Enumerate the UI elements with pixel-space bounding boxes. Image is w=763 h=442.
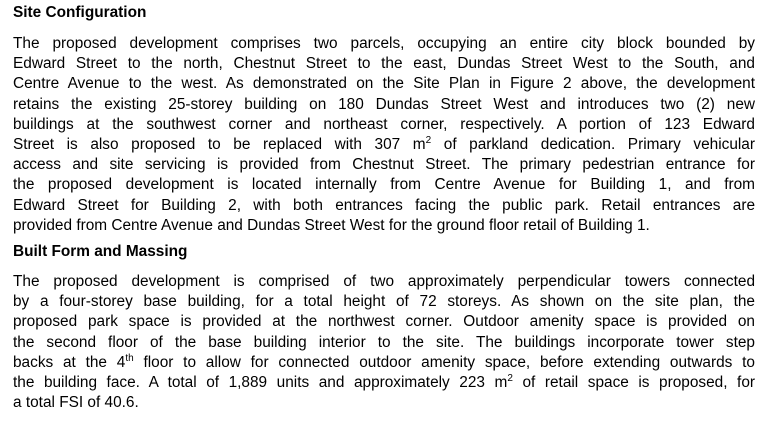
line-text: of parkland dedication. Primary vehicular: [431, 136, 755, 154]
paragraph-line: [13, 373, 755, 393]
superscript: 2: [425, 134, 432, 146]
line-text: the building face. A total of 1,889 units and approximately 223 m: [13, 374, 508, 392]
paragraph-line: Centre Avenue to the west. As demonstrated on the Site Plan in Figure 2 above, the development: [13, 75, 755, 93]
paragraph-line: by a four-storey base building, for a total height of 72 storeys. As shown on the site plan, the: [13, 293, 755, 311]
paragraph-line: [13, 135, 755, 155]
superscript: th: [125, 352, 134, 364]
line-text: backs at the 4: [13, 353, 126, 371]
paragraph-line: Edward Street to the north, Chestnut Street to the east, Dundas Street West to the South, and: [13, 55, 755, 73]
paragraph-line: the proposed development is located internally from Centre Avenue for Building 1, and from: [13, 176, 755, 194]
paragraph-built-form: [13, 272, 755, 413]
paragraph-line: provided from Centre Avenue and Dundas Street West for the ground floor retail of Building 1.: [13, 216, 650, 234]
superscript: 2: [507, 372, 513, 384]
paragraph-line: retains the existing 25-storey building on 180 Dundas Street West and introduces two (2) new: [13, 95, 755, 113]
paragraph-line: The proposed development comprises two parcels, occupying an entire city block bounded by: [13, 35, 755, 52]
paragraph-line: Edward Street for Building 2, with both entrances facing the public park. Retail entrances are: [13, 196, 755, 214]
paragraph-line: The proposed development is comprised of two approximately perpendicular towers connected: [13, 273, 755, 291]
line-text: floor to allow for connected outdoor amenity space, before extending outwards to: [133, 353, 755, 371]
section-heading-site-configuration: Site Configuration: [13, 4, 147, 21]
paragraph-line: the second floor of the base building interior to the site. The buildings incorporate tower step: [13, 333, 755, 351]
section-heading-built-form: Built Form and Massing: [13, 243, 188, 261]
paragraph-site-configuration: [13, 34, 755, 236]
paragraph-line: [13, 353, 755, 373]
paragraph-line: access and site servicing is provided from Chestnut Street. The primary pedestrian entrance for: [13, 156, 755, 174]
line-text: of retail space is proposed, for: [512, 374, 756, 392]
paragraph-line: a total FSI of 40.6.: [13, 394, 139, 412]
line-text: Street is also proposed to be replaced with 307 m: [13, 136, 426, 154]
paragraph-line: proposed park space is provided at the northwest corner. Outdoor amenity space is provided on: [13, 313, 755, 331]
paragraph-line: buildings at the southwest corner and northeast corner, respectively. A portion of 123 Edward: [13, 115, 755, 133]
document-page: [13, 0, 755, 413]
